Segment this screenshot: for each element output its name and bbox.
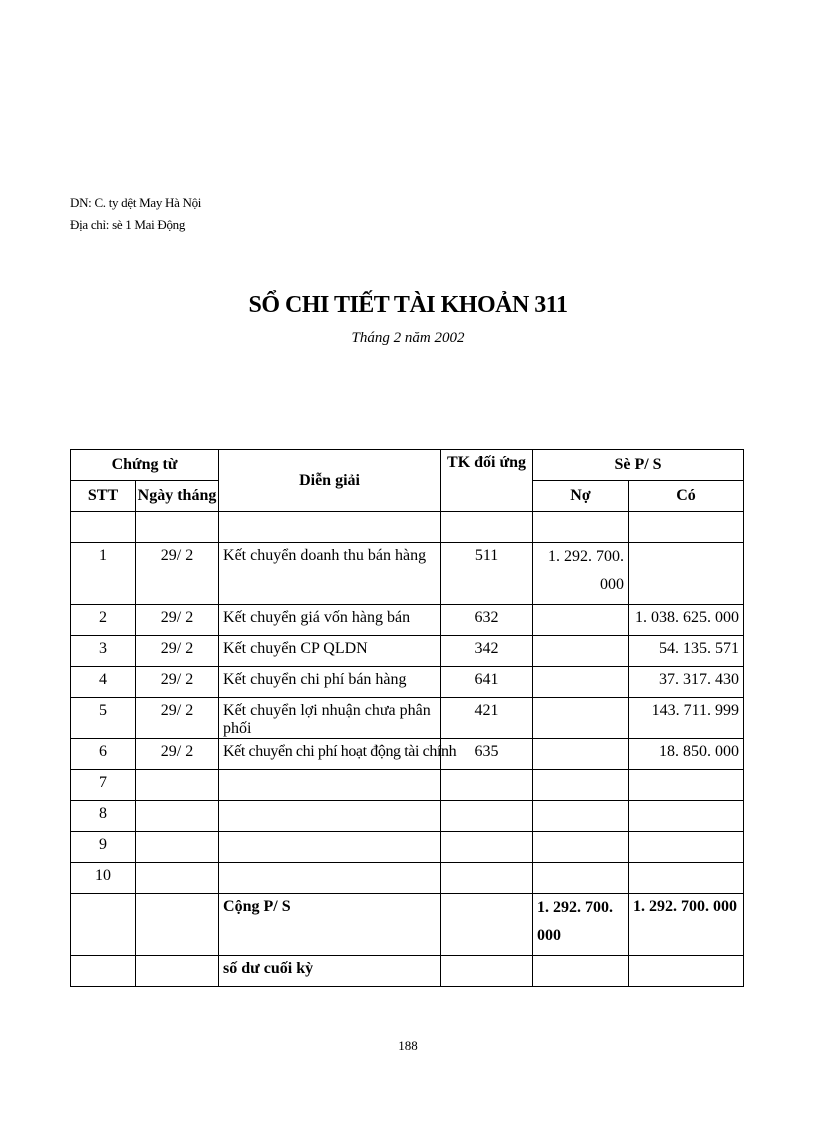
row-stt: 1 [71,543,136,605]
document-header [70,192,201,236]
table-row [71,801,744,832]
row-account: 342 [441,636,533,667]
row-stt: 8 [71,801,136,832]
row-debit-line2: 000 [600,576,625,593]
row-description: Kết chuyển doanh thu bán hàng [219,543,441,605]
total-debit-line2: 000 [537,927,562,944]
row-description: Kết chuyển CP QLDN [219,636,441,667]
company-address: Địa chỉ: sè 1 Mai Động [70,217,186,232]
header-ps: Sè P/ S [533,450,744,481]
row-stt: 2 [71,605,136,636]
total-debit [533,894,629,956]
ledger-table [70,449,744,987]
table-row [71,739,744,770]
company-name: DN: C. ty dệt May Hà Nội [70,195,202,210]
table-row [71,543,744,605]
row-credit: 54. 135. 571 [629,636,744,667]
table-row [71,605,744,636]
table-row [71,667,744,698]
row-account: 641 [441,667,533,698]
row-description: Kết chuyển lợi nhuận chưa phân phối [219,698,441,739]
row-description: Kết chuyển chi phí bán hàng [219,667,441,698]
row-date: 29/ 2 [136,636,219,667]
row-account: 421 [441,698,533,739]
header-account: TK đối ứng [441,450,533,512]
table-row [71,636,744,667]
row-description: Kết chuyển giá vốn hàng bán [219,605,441,636]
ending-balance-row [71,956,744,987]
table-header-row [71,450,744,481]
row-stt: 7 [71,770,136,801]
row-stt: 4 [71,667,136,698]
table-row [71,770,744,801]
row-debit [533,543,629,605]
row-account: 511 [441,543,533,605]
total-credit: 1. 292. 700. 000 [629,894,744,956]
row-debit [533,605,629,636]
row-stt: 3 [71,636,136,667]
row-credit [629,543,744,605]
header-date: Ngày tháng [136,481,219,512]
header-voucher: Chứng từ [71,450,219,481]
ending-balance-label: số dư cuối kỳ [219,956,441,987]
row-date: 29/ 2 [136,739,219,770]
page-number: 188 [398,1038,418,1053]
row-stt: 9 [71,832,136,863]
row-debit [533,636,629,667]
table-row [71,863,744,894]
row-description: Kết chuyển chi phí hoạt động tài chính [219,739,441,770]
row-date: 29/ 2 [136,543,219,605]
row-account: 635 [441,739,533,770]
row-stt: 5 [71,698,136,739]
row-credit: 18. 850. 000 [629,739,744,770]
page-title: SỔ CHI TIẾT TÀI KHOẢN 311 [248,292,568,318]
header-debit: Nợ [533,481,629,512]
header-credit: Có [629,481,744,512]
row-debit [533,698,629,739]
total-row [71,894,744,956]
total-debit-line1: 1. 292. 700. [537,899,614,916]
table-row-blank [71,512,744,543]
row-account: 632 [441,605,533,636]
row-debit [533,667,629,698]
row-stt: 6 [71,739,136,770]
row-date: 29/ 2 [136,667,219,698]
row-credit: 1. 038. 625. 000 [629,605,744,636]
row-credit: 37. 317. 430 [629,667,744,698]
header-stt: STT [71,481,136,512]
row-stt: 10 [71,863,136,894]
table-row [71,698,744,739]
page-subtitle: Tháng 2 năm 2002 [351,330,465,346]
table-row [71,832,744,863]
total-label: Cộng P/ S [219,894,441,956]
row-debit [533,739,629,770]
row-date: 29/ 2 [136,605,219,636]
header-description: Diễn giải [219,450,441,512]
row-debit-line1: 1. 292. 700. [548,548,625,565]
row-date: 29/ 2 [136,698,219,739]
row-credit: 143. 711. 999 [629,698,744,739]
